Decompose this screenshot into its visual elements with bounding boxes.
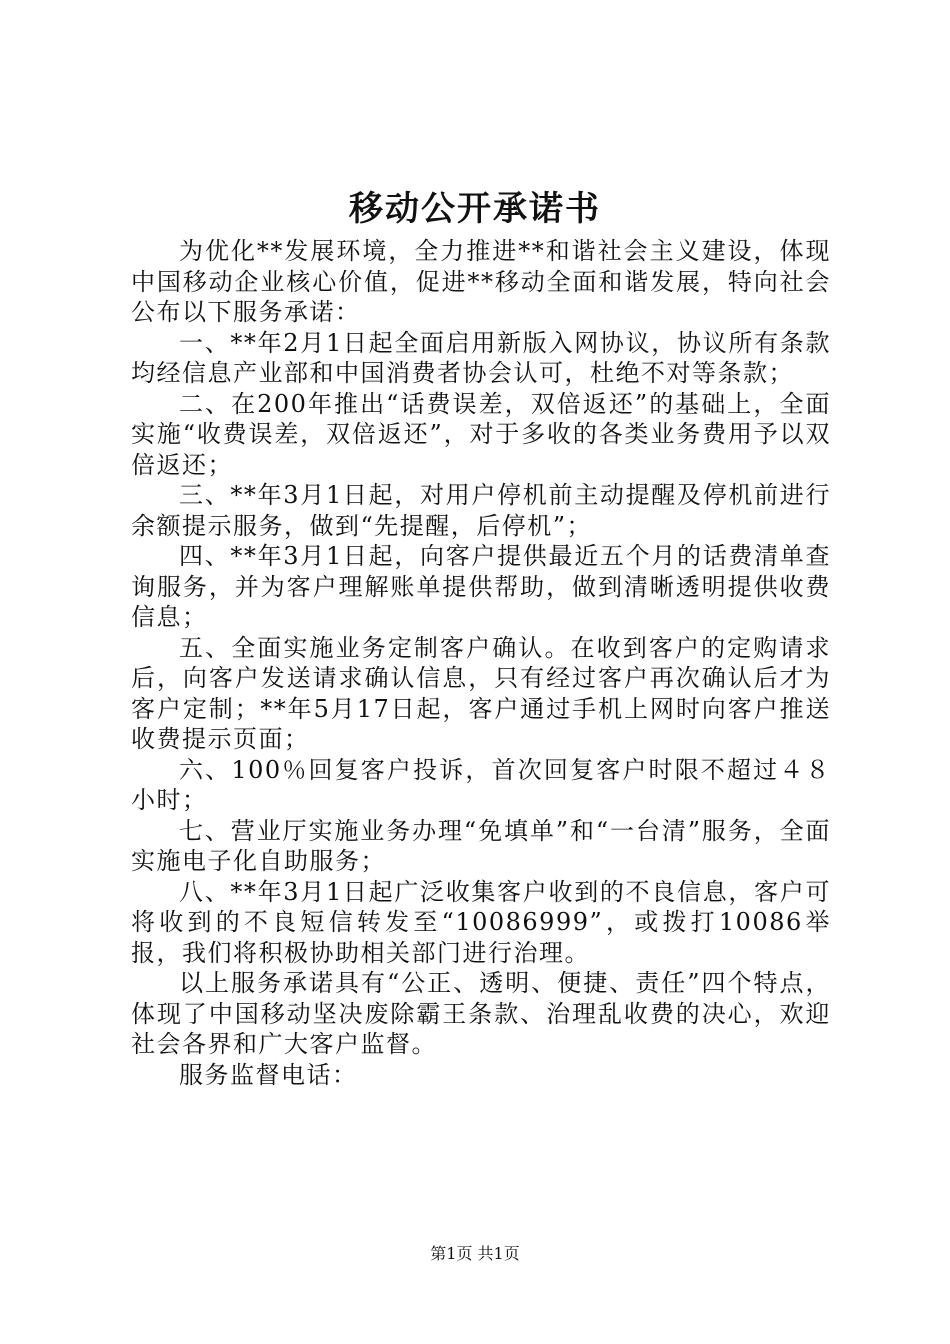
intro-paragraph: 为优化**发展环境，全力推进**和谐社会主义建设，体现中国移动企业核心价值，促进**移动全面和谐发展，特向社会公布以下服务承诺：: [131, 237, 831, 326]
document-title: 移动公开承诺书: [349, 189, 601, 229]
commitment-2: 二、在200年推出“话费误差，双倍返还”的基础上，全面实施“收费误差，双倍返还”，对于多收的各类业务费用予以双倍返还；: [131, 389, 831, 479]
document-body: [131, 236, 831, 1090]
commitment-4: 四、**年3月1日起，向客户提供最近五个月的话费清单查询服务，并为客户理解账单提供帮助，做到清晰透明提供收费信息；: [131, 542, 831, 631]
supervision-phone-label: 服务监督电话：: [179, 1060, 358, 1089]
summary-paragraph: 以上服务承诺具有“公正、透明、便捷、责任”四个特点，体现了中国移动坚决废除霸王条款、治理乱收费的决心，欢迎社会各界和广大客户监督。: [131, 969, 831, 1058]
commitment-7: 七、营业厅实施业务办理“免填单”和“一台清”服务，全面实施电子化自助服务；: [131, 816, 831, 875]
commitment-1: 一、**年2月1日起全面启用新版入网协议，协议所有条款均经信息产业部和中国消费者协会认可，杜绝不对等条款；: [131, 328, 831, 387]
commitment-3: 三、**年3月1日起，对用户停机前主动提醒及停机前进行余额提示服务，做到“先提醒，后停机”；: [131, 481, 831, 540]
commitment-6: 六、100％回复客户投诉，首次回复客户时限不超过４８小时；: [131, 755, 831, 814]
commitment-5: 五、全面实施业务定制客户确认。在收到客户的定购请求后，向客户发送请求确认信息，只有经过客户再次确认后才为客户定制；**年5月17日起，客户通过手机上网时向客户推送收费提示页面；: [131, 633, 831, 753]
page-footer: 第1页 共1页: [430, 1244, 520, 1263]
commitment-8: 八、**年3月1日起广泛收集客户收到的不良信息，客户可将收到的不良短信转发至“10086999”，或拨打10086举报，我们将积极协助相关部门进行治理。: [131, 877, 831, 967]
